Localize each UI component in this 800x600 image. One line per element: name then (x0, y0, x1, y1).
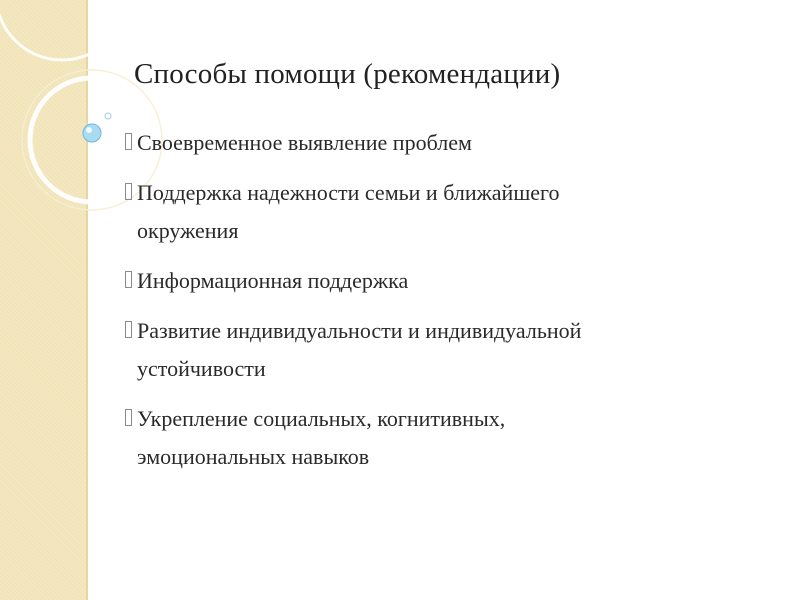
slide-title: Способы помощи (рекомендации) (134, 58, 561, 90)
bullet-line-continuation: устойчивости (137, 356, 266, 381)
list-item (122, 262, 762, 300)
bullet-box-icon (122, 133, 135, 152)
bullet-text (137, 262, 762, 300)
list-item (122, 124, 762, 162)
bullet-line-continuation: эмоциональных навыков (137, 444, 370, 469)
bullet-line: Своевременное выявление проблем (137, 130, 472, 155)
bullet-text (137, 312, 762, 388)
list-item (122, 312, 762, 388)
list-item (122, 400, 762, 476)
bullet-box-icon (122, 183, 135, 202)
bullet-list (122, 124, 762, 488)
bullet-line: Информационная поддержка (137, 268, 409, 293)
bullet-box-icon (122, 271, 135, 290)
bullet-text (137, 124, 762, 162)
bullet-line: Укрепление социальных, когнитивных, (137, 406, 506, 431)
bullet-text (137, 400, 762, 476)
bullet-box-icon (122, 409, 135, 428)
bullet-line: Развитие индивидуальности и индивидуальной (137, 318, 582, 343)
list-item (122, 174, 762, 250)
bullet-text (137, 174, 762, 250)
bullet-line: Поддержка надежности семьи и ближайшего (137, 180, 560, 205)
bullet-box-icon (122, 321, 135, 340)
bullet-line-continuation: окружения (137, 218, 239, 243)
